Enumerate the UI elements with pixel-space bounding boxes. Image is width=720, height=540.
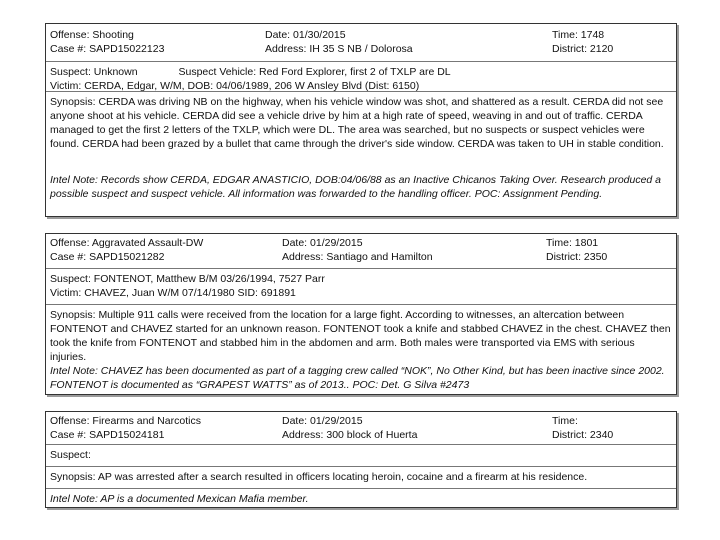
- suspect-victim-section: [46, 268, 676, 304]
- synopsis-section: [46, 304, 676, 395]
- suspect: Suspect:: [50, 449, 91, 461]
- report-card-1: [45, 23, 677, 217]
- case-number: Case #: SAPD15021282: [50, 251, 165, 263]
- intel-note: Intel Note: AP is a documented Mexican Mafia member.: [50, 493, 309, 505]
- suspect-vehicle: Suspect Vehicle: Red Ford Explorer, first 2 of TXLP are DL: [178, 66, 451, 78]
- case-number: Case #: SAPD15022123: [50, 43, 165, 55]
- synopsis: Synopsis: Multiple 911 calls were received from the location for a large fight. According to witnesses, an altercation between FONTENOT and CHAVEZ started for an unknown reason. FONTENOT took a knife and stabbed CHAVEZ in the chest. CHAVEZ then took the knife from FONTENOT and stabbed him in the abdomen and arm. Both males were transported via EMS with serious injuries.: [50, 309, 671, 363]
- report-header: [46, 234, 676, 268]
- date: Date: 01/29/2015: [282, 237, 363, 249]
- offense: Offense: Aggravated Assault-DW: [50, 237, 204, 249]
- intel-section: [46, 488, 676, 509]
- district: District: 2120: [552, 43, 614, 55]
- report-header: [46, 412, 676, 444]
- suspect: Suspect: Unknown: [50, 66, 138, 78]
- report-card-3: [45, 411, 677, 508]
- intel-note: Intel Note: CHAVEZ has been documented as part of a tagging crew called “NOK”, No Other Kind, but has been inactive since 2002. FONTENOT is documented as “GRAPEST WATTS” as of 2013.. POC: Det. G Silva #2473: [50, 365, 665, 391]
- district: District: 2350: [546, 251, 608, 263]
- date: Date: 01/30/2015: [265, 29, 346, 41]
- suspect-victim-section: [46, 61, 676, 91]
- synopsis: Synopsis: CERDA was driving NB on the highway, when his vehicle window was shot, and shattered as a result. CERDA did not see anyone shoot at his vehicle. CERDA did see a vehicle drive by him at a high rate of speed, weaving in and out of traffic. CERDA managed to get the first 2 letters of the TXLP, which were DL. The area was searched, but no suspects or suspect vehicles were found. CERDA had been grazed by a bullet that came through the driver's side window. CERDA was taken to UH in stable condition.: [46, 91, 676, 173]
- report-header: [46, 24, 676, 61]
- suspect: Suspect: FONTENOT, Matthew B/M 03/26/1994, 7527 Parr: [50, 273, 325, 285]
- synopsis: Synopsis: AP was arrested after a search resulted in officers locating heroin, cocaine and a firearm at his residence.: [50, 471, 588, 483]
- victim: Victim: CERDA, Edgar, W/M, DOB: 04/06/1989, 206 W Ansley Blvd (Dist: 6150): [50, 80, 420, 92]
- case-number: Case #: SAPD15024181: [50, 429, 165, 441]
- time: Time: 1748: [552, 29, 605, 41]
- time: Time: 1801: [546, 237, 599, 249]
- report-card-2: [45, 233, 677, 395]
- synopsis-section: [46, 466, 676, 488]
- offense: Offense: Shooting: [50, 29, 134, 41]
- intel-note: Intel Note: Records show CERDA, EDGAR ANASTICIO, DOB:04/06/88 as an Inactive Chicanos Taking Over. Research produced a possible suspect and suspect vehicle. All information was forwarded to the handling officer. POC: Assignment Pending.: [50, 174, 662, 200]
- address: Address: IH 35 S NB / Dolorosa: [265, 43, 413, 55]
- offense: Offense: Firearms and Narcotics: [50, 415, 201, 427]
- victim: Victim: CHAVEZ, Juan W/M 07/14/1980 SID: 691891: [50, 287, 296, 299]
- address: Address: 300 block of Huerta: [282, 429, 418, 441]
- date: Date: 01/29/2015: [282, 415, 363, 427]
- address: Address: Santiago and Hamilton: [282, 251, 433, 263]
- district: District: 2340: [552, 429, 614, 441]
- time: Time:: [552, 415, 578, 427]
- suspect-section: [46, 444, 676, 466]
